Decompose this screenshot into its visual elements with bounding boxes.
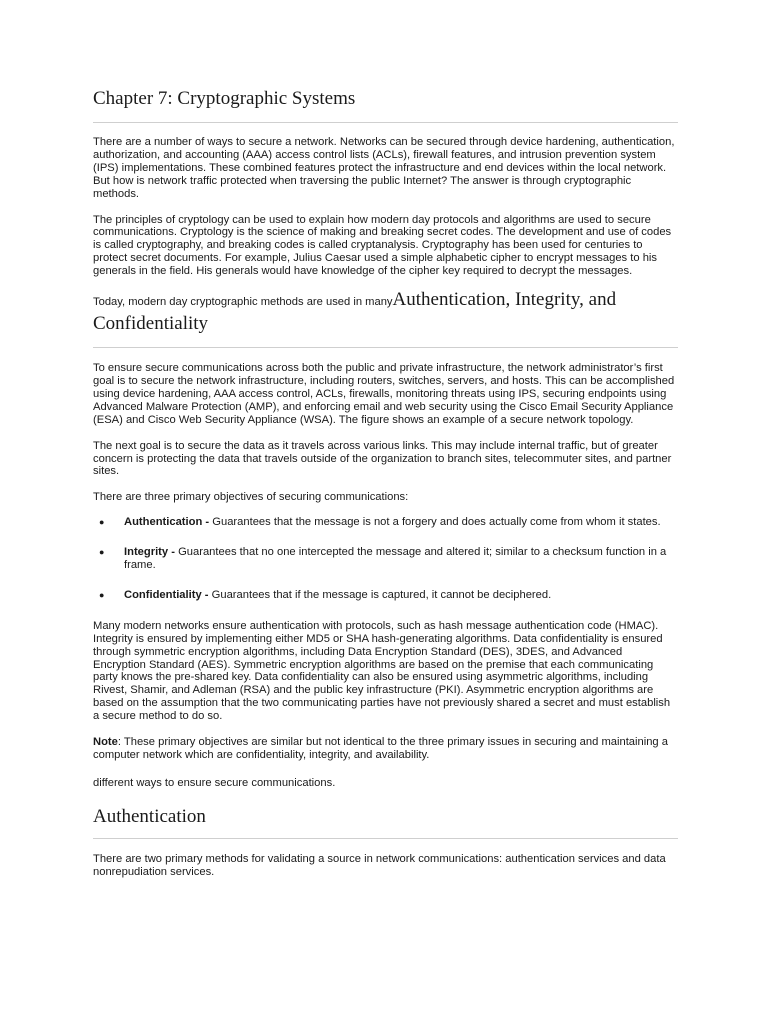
section-heading-aic: Authentication, Integrity, and Confidentiality [93,289,617,335]
title-divider [93,122,678,123]
secure-paragraph-3: There are three primary objectives of securing communications: [93,491,409,504]
intro-paragraph-3 [93,289,675,337]
objective-text: Guarantees that no one intercepted the message and altered it; similar to a checksum function in a frame. [124,546,667,572]
secure-paragraph-2: The next goal is to secure the data as it travels across various links. This may include internal traffic, but of greater concern is protecting the data that travels outside of the organization to branch sites, telecommuter sites, and partner sites. [93,439,672,478]
list-item [93,546,675,572]
list-item [93,589,675,602]
objectives-list [93,516,675,602]
intro-paragraph-3-text: Today, modern day cryptographic methods are used in many [93,296,393,309]
note-text: : These primary objectives are similar but not identical to the three primary issues in securing and maintaining a computer network which are confidentiality, integrity, and availability. [93,736,668,761]
intro-paragraph-1: There are a number of ways to secure a network. Networks can be secured through device hardening, authentication, authorization, and accounting (AAA) access control lists (ACLs), firewall features, and intrusion prevention system (IPS) implementations. These combined features protect the infrastructure and end devices within the local network. But how is network traffic protected when traversing the public Internet? The answer is through cryptographic methods. [93,136,675,200]
objective-term: Integrity - [124,546,175,559]
bullet-icon: ● [99,547,105,558]
objective-term: Confidentiality - [124,588,209,601]
bullet-icon: ● [99,589,105,600]
intro-paragraph-2: The principles of cryptology can be used to explain how modern day protocols and algorithms are used to secure communications. Cryptology is the science of making and breaking secret codes. The development and use of codes is called cryptography, and breaking codes is called cryptanalysis. Cryptography has been used for centuries to protect secret documents. For example, Julius Caesar used a simple alphabetic cipher to encrypt messages to his generals in the field. His generals would have knowledge of the cipher key required to decrypt the messages. [93,213,672,278]
objective-term: Authentication - [124,516,210,529]
section-divider-authentication [93,838,678,839]
list-item [93,516,675,529]
page-title: Chapter 7: Cryptographic Systems [93,88,356,109]
secure-paragraph-5: different ways to ensure secure communications. [93,776,336,789]
section-divider-aic [93,347,678,348]
objective-text: Guarantees that if the message is captured, it cannot be deciphered. [208,588,552,601]
bullet-icon: ● [99,517,105,528]
objective-text: Guarantees that the message is not a forgery and does actually come from whom it states. [209,516,661,529]
note-label: Note [93,736,118,749]
secure-paragraph-1: To ensure secure communications across both the public and private infrastructure, the network administrator’s first goal is to secure the network infrastructure, including routers, switches, servers, and hosts. This can be accomplished using device hardening, AAA access control, ACLs, firewalls, monitoring threats using IPS, securing endpoints using Advanced Malware Protection (AMP), and enforcing email and web security using the Cisco Email Security Appliance (ESA) and Cisco Web Security Appliance (WSA). The figure shows an example of a secure network topology. [93,362,675,426]
secure-paragraph-4: Many modern networks ensure authentication with protocols, such as hash message authentication code (HMAC). Integrity is ensured by implementing either MD5 or SHA hash-generating algorithms. Data confidentiality is ensured through symmetric encryption algorithms, including Data Encryption Standard (DES), 3DES, and Advanced Encryption Standard (AES). Symmetric encryption algorithms are based on the premise that each communicating party knows the pre-shared key. Data confidentiality can also be ensured using asymmetric algorithms, including Rivest, Shamir, and Adleman (RSA) and the public key infrastructure (PKI). Asymmetric encryption algorithms are based on the assumption that the two communicating parties have not previously shared a secret and must establish a secure method to do so. [93,619,671,723]
note-paragraph [93,736,675,762]
auth-paragraph-1: There are two primary methods for validating a source in network communications: authentication services and data nonrepudiation services. [93,852,666,878]
section-heading-authentication: Authentication [93,805,206,827]
